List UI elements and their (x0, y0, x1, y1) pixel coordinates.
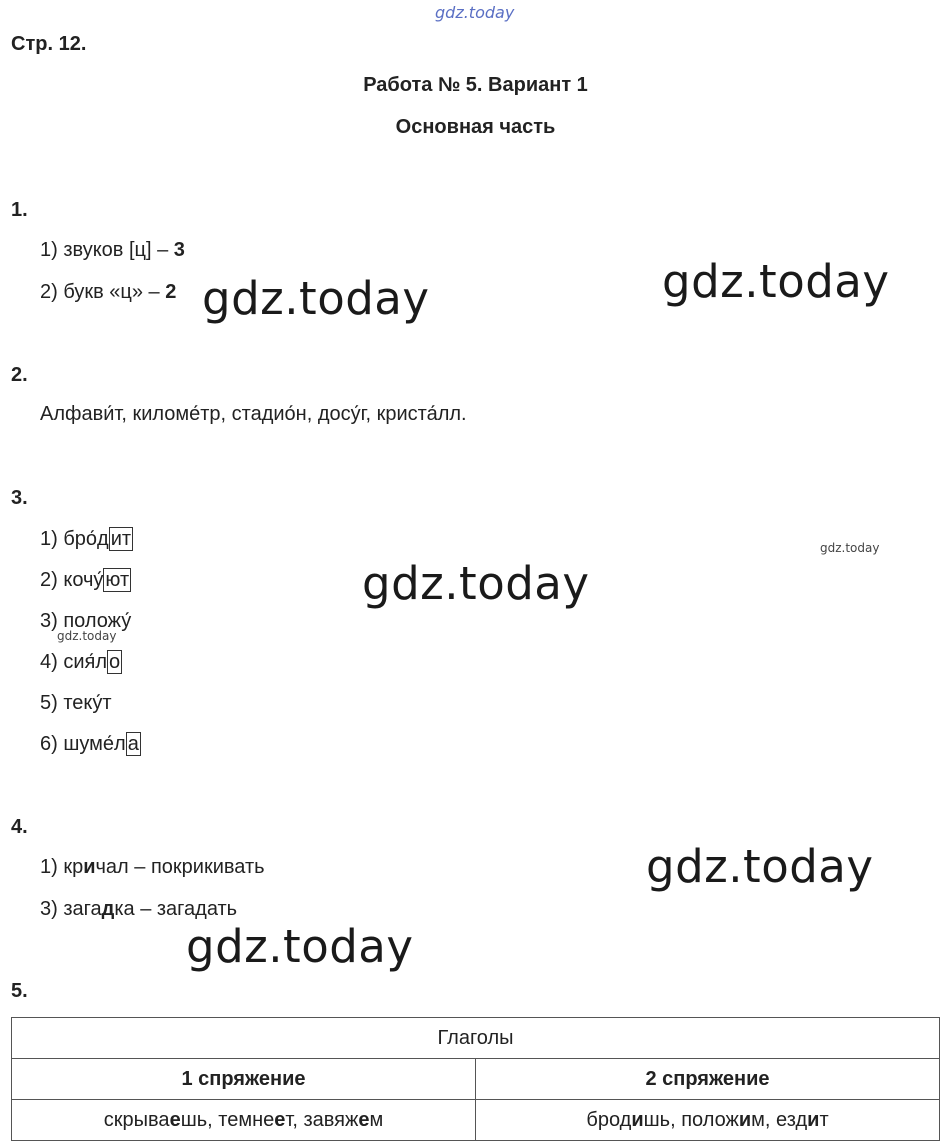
task3-item-1-boxed: ит (110, 528, 132, 550)
page-label: Стр. 12. (11, 33, 87, 55)
verb-tail: шь, (180, 1108, 219, 1131)
task3-item-5 (40, 692, 112, 715)
verbs-table (11, 1017, 940, 1141)
task4-number: 4. (11, 816, 28, 838)
verb-stem: полож (681, 1108, 739, 1131)
watermark-top: gdz.today (435, 3, 515, 22)
task3-item-6-boxed: а (127, 733, 139, 755)
task3-item-4-boxed: о (109, 651, 121, 673)
verb-stem: скрыва (103, 1108, 170, 1131)
verb-ending: и (631, 1108, 644, 1131)
task1-line1 (40, 239, 185, 262)
task1-line1-text: 1) звуков [ц] – (40, 239, 174, 261)
verb-tail: м, (751, 1108, 777, 1131)
page-title: Работа № 5. Вариант 1 (363, 74, 588, 96)
verb-ending: е (358, 1108, 370, 1131)
watermark-small: gdz.today (820, 541, 880, 555)
verb-ending: и (738, 1108, 752, 1131)
watermark: gdz.today (646, 840, 874, 893)
verb-stem: брод (586, 1108, 632, 1131)
task3-item-1 (40, 528, 133, 551)
task3-item-5-text: 5) теку́т (40, 692, 112, 714)
task3-item-6 (40, 733, 141, 756)
task4-line1-c: чал – покрикивать (95, 856, 265, 878)
task3-item-1-text: 1) бро́д (40, 528, 109, 550)
task5-number: 5. (11, 980, 28, 1002)
page-subtitle: Основная часть (395, 116, 556, 138)
task3-item-2 (40, 569, 131, 592)
task3-item-3-text: 3) положу́ (40, 610, 132, 632)
task2-line: Алфави́т, киломе́тр, стадио́н, досу́г, криста́лл. (40, 403, 467, 425)
verb-tail: шь, (643, 1108, 682, 1131)
task1-line1-answer: 3 (173, 239, 185, 261)
task3-number: 3. (11, 487, 28, 509)
verb-ending: е (169, 1108, 181, 1131)
verb-tail: т, (285, 1108, 304, 1131)
task3-item-4-text: 4) сия́л (40, 651, 108, 673)
task3-item-4 (40, 651, 122, 674)
col2-header: 2 спряжение (476, 1059, 940, 1100)
task3-item-2-boxed: ют (105, 569, 130, 591)
col1-header: 1 спряжение (12, 1059, 476, 1100)
task1-line2-text: 2) букв «ц» – (40, 281, 166, 303)
verb-stem: езд (776, 1108, 808, 1131)
watermark: gdz.today (362, 557, 590, 610)
watermark-small: gdz.today (57, 629, 117, 643)
task4-line2-c: ка – загадать (114, 898, 238, 920)
task4-line2-a: 3) зага (40, 898, 102, 920)
watermark: gdz.today (662, 255, 890, 308)
col2-cell (476, 1100, 940, 1141)
task4-line2-highlight: д (101, 898, 115, 920)
verb-stem: темне (218, 1108, 275, 1131)
task1-line2 (40, 281, 176, 304)
task4-line1 (40, 856, 265, 879)
task1-line2-answer: 2 (165, 281, 177, 303)
verb-ending: е (274, 1108, 286, 1131)
watermark: gdz.today (202, 272, 430, 325)
task1-number: 1. (11, 199, 28, 221)
verb-tail: т (819, 1108, 829, 1131)
task4-line1-a: 1) кр (40, 856, 84, 878)
verb-ending: и (807, 1108, 820, 1131)
task4-line1-highlight: и (83, 856, 96, 878)
table-title: Глаголы (12, 1018, 940, 1059)
verb-stem: завяж (303, 1108, 359, 1131)
watermark: gdz.today (186, 920, 414, 973)
task2-number: 2. (11, 364, 28, 386)
task3-item-2-text: 2) кочу́ (40, 569, 104, 591)
task4-line2 (40, 898, 237, 921)
col1-cell (12, 1100, 476, 1141)
verb-tail: м (369, 1108, 384, 1131)
task3-item-6-text: 6) шуме́л (40, 733, 126, 755)
